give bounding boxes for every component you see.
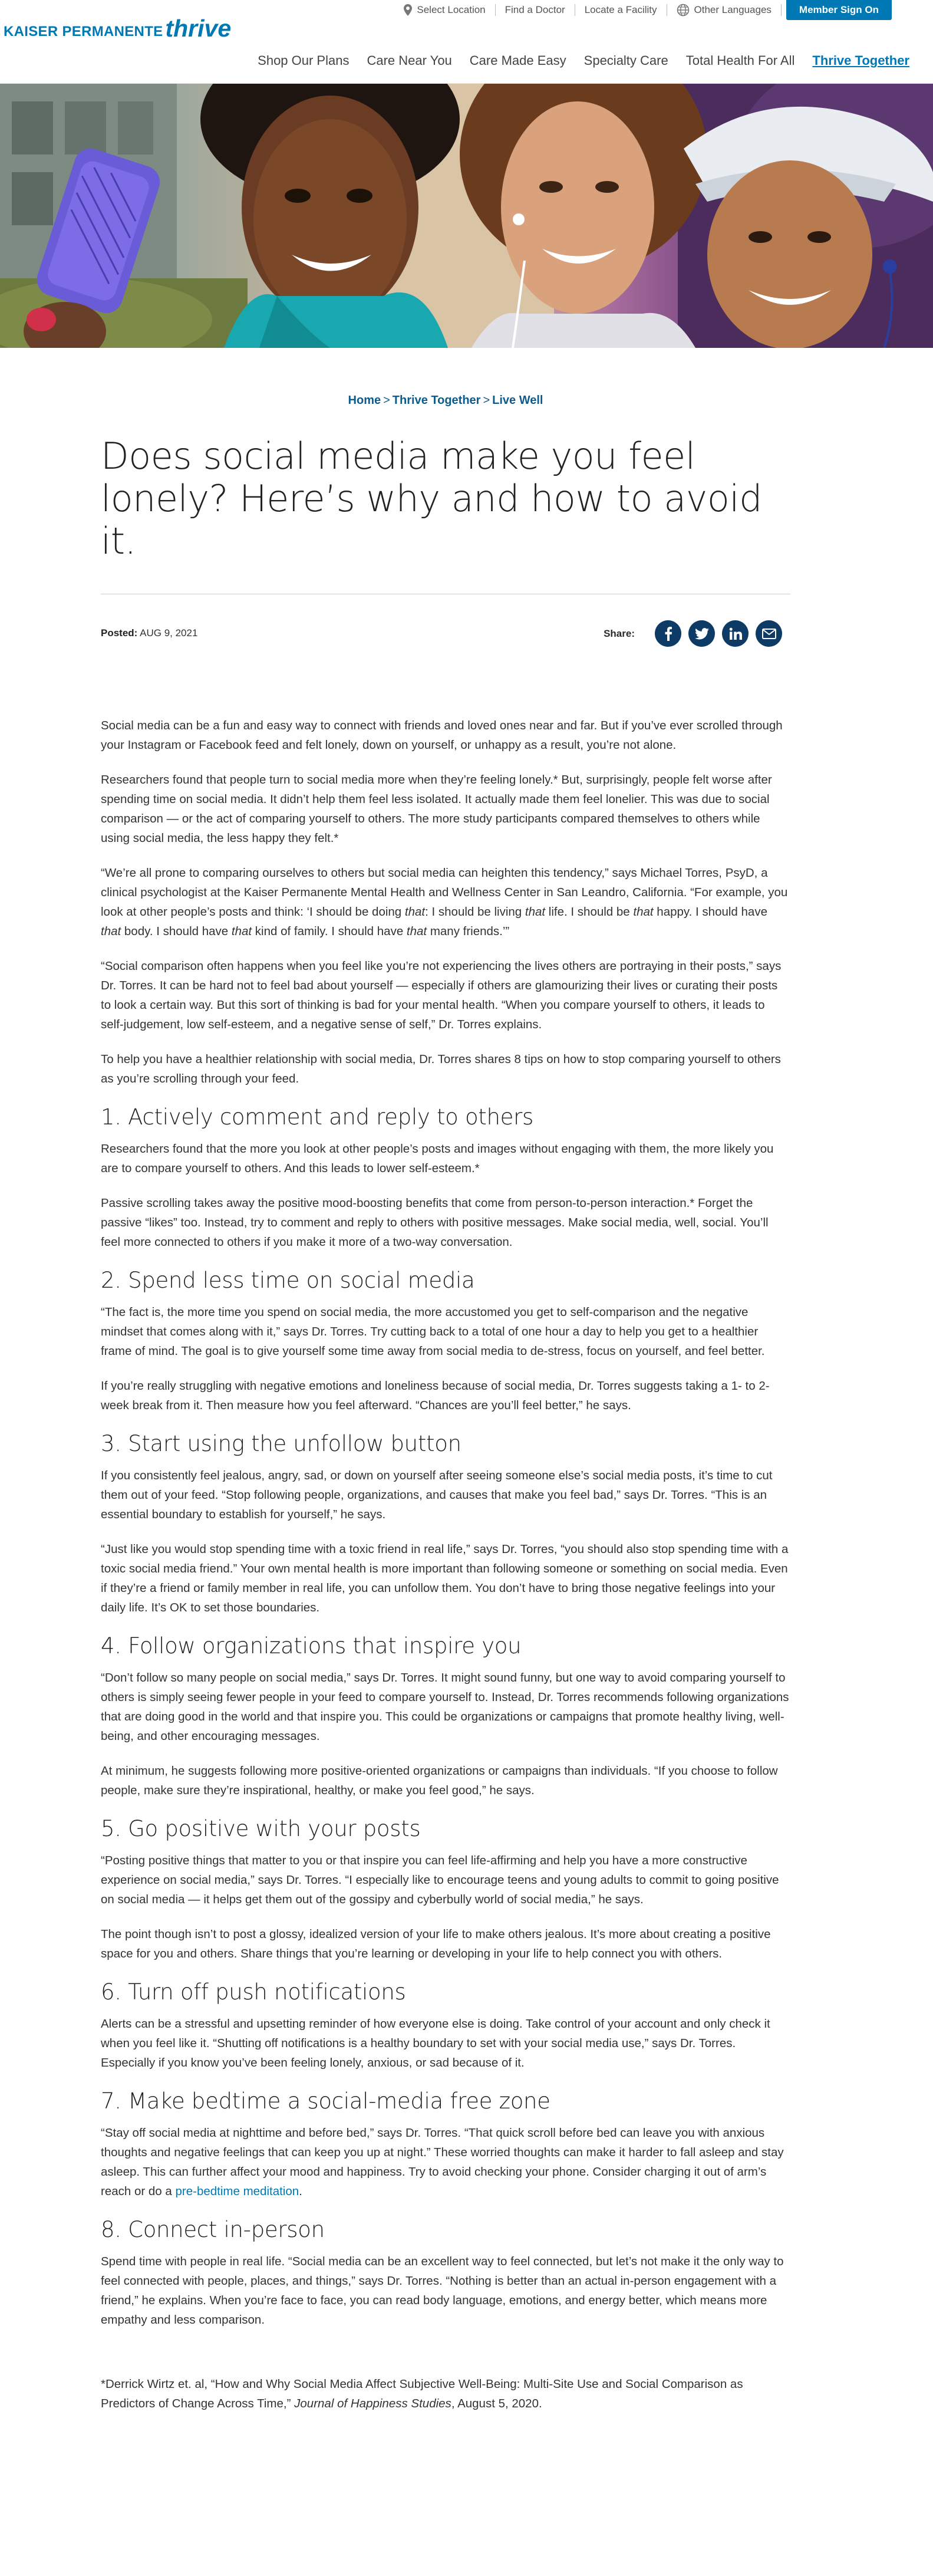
quote-paragraph: “We’re all prone to comparing ourselves to others but social media can heighten this tendency,” says Michael Torres, PsyD, a clinical psychologist at the Kaiser Permanente Mental Health and Wellness Center in San Leandro, California. “For example, you look at other people’s posts and think: ‘I should be doing that: I should be living that life. I should be that happy. I should have that body. I should have that kind of family. I should have that many friends.’” [101, 866, 788, 938]
article-meta [101, 620, 790, 650]
tip-3-heading: 3. Start using the unfollow button [101, 1431, 461, 1456]
article-body [101, 716, 790, 2413]
nav-shop-our-plans[interactable]: Shop Our Plans [258, 53, 350, 68]
utility-bar [394, 0, 892, 20]
breadcrumb-live-well[interactable]: Live Well [492, 394, 543, 407]
tip-2-heading: 2. Spend less time on social media [101, 1268, 475, 1293]
kaiser-thrive-logo[interactable] [4, 15, 232, 42]
hero-illustration [0, 84, 933, 348]
select-location-link[interactable]: Select Location [394, 4, 495, 16]
member-sign-on-button[interactable]: Member Sign On [786, 0, 892, 20]
find-doctor-link[interactable]: Find a Doctor [496, 4, 575, 16]
breadcrumb-home[interactable]: Home [348, 394, 381, 407]
tip-3-paragraph-1: If you consistently feel jealous, angry, sad, or down on yourself after seeing someone else’s social media posts, it’s time to cut them out of your feed. “Stop following people, organizations, and causes that make you feel bad,” says Dr. Torres. “This is an essential boundary to establish for yourself,” he says. [101, 1469, 773, 1521]
pre-bedtime-meditation-link[interactable]: pre-bedtime meditation [175, 2184, 299, 2198]
breadcrumb: Home > Thrive Together > Live Well [348, 394, 543, 407]
posted-date: Posted: AUG 9, 2021 [101, 627, 198, 639]
facebook-share-button[interactable] [655, 620, 681, 647]
tip-5-paragraph-1: “Posting positive things that matter to you or that inspire you can feel life-affirming and help you have a more constructive experience on social media,” says Dr. Torres. “I especially like to encourage teens and young adults to commit to going positive on social media — it helps get them out of the gossipy and cyberbully world of social media,” he says. [101, 1854, 779, 1906]
twitter-share-button[interactable] [688, 620, 715, 647]
tip-6-heading: 6. Turn off push notifications [101, 1979, 406, 2005]
tip-1-paragraph-2: Passive scrolling takes away the positive mood-boosting benefits that come from person-to-person interaction.* Forget the passive “likes” too. Instead, try to comment and reply to others with positive messages. Make social media, well, social. You’ll feel more connected to others if you make it more of a two-way conversation. [101, 1196, 769, 1249]
intro-paragraph-4: To help you have a healthier relationship with social media, Dr. Torres shares 8 tips on how to stop comparing yourself to others as you’re scrolling through your feed. [101, 1052, 781, 1085]
tip-4-heading: 4. Follow organizations that inspire you [101, 1633, 522, 1659]
logo-brand: KAISER PERMANENTE [4, 24, 163, 40]
intro-paragraph-1: Social media can be a fun and easy way to connect with friends and loved ones near and far. But if you’ve ever scrolled through your Instagram or Facebook feed and felt lonely, down on yourself, or unhappy as a result, you’re not alone. [101, 719, 783, 752]
twitter-icon [695, 628, 709, 640]
tip-3-paragraph-2: “Just like you would stop spending time with a toxic friend in real life,” says Dr. Torres, “you should also stop spending time with a toxic social media friend.” Your own mental health is more important than following someone or something on social media. Even if they’re a friend or family member in real life, you can unfollow them. You don’t have to bring those negative feelings into your daily life. It’s OK to set those boundaries. [101, 1542, 789, 1614]
tip-4-paragraph-2: At minimum, he suggests following more positive-oriented organizations or campaigns than individuals. “If you choose to follow people, make sure they’re inspirational, healthy, or make you feel good,” he says. [101, 1764, 778, 1797]
tip-7-paragraph-1: “Stay off social media at nighttime and before bed,” says Dr. Torres. “That quick scroll before bed can leave you with anxious thoughts and negative feelings that can keep you up at night.” These worried thoughts can make it harder to fall asleep and stay asleep. This can further affect your mood and happiness. Try to avoid checking your phone. Consider charging it out of arm’s reach or do a pre-bedtime meditation. [101, 2126, 784, 2198]
nav-thrive-together[interactable]: Thrive Together [812, 53, 909, 68]
tip-1-heading: 1. Actively comment and reply to others [101, 1104, 534, 1130]
site-header [0, 0, 933, 84]
nav-care-made-easy[interactable]: Care Made Easy [469, 53, 566, 68]
tip-2-paragraph-1: “The fact is, the more time you spend on social media, the more accustomed you get to self-comparison and the negative mindset that comes along with it,” says Dr. Torres. Try cutting back to a total of one hour a day to help you get to a healthier frame of mind. The goal is to give yourself some time away from social media to de-stress, focus on yourself, and feel better. [101, 1305, 765, 1358]
locate-facility-link[interactable]: Locate a Facility [575, 4, 667, 16]
tip-5-heading: 5. Go positive with your posts [101, 1816, 421, 1841]
tip-1-paragraph-1: Researchers found that the more you look at other people’s posts and images without engaging with them, the more likely you are to compare yourself to others. And this leads to lower self-esteem.* [101, 1142, 774, 1175]
tip-2-paragraph-2: If you’re really struggling with negative emotions and loneliness because of social media, Dr. Torres suggests taking a 1- to 2-week break from it. Then measure how you feel afterward. “Chances are you’ll feel better,” he says. [101, 1379, 770, 1412]
facebook-icon [664, 627, 672, 641]
email-icon [762, 629, 776, 639]
citation-footnote: *Derrick Wirtz et. al, “How and Why Social Media Affect Subjective Well-Being: Multi-Site Use and Social Comparison as Predictors of Change Across Time,” Journal of Happiness Studies, August 5, 2020. [101, 2377, 743, 2410]
nav-total-health-for-all[interactable]: Total Health For All [685, 53, 795, 68]
breadcrumb-thrive-together[interactable]: Thrive Together [392, 394, 481, 407]
other-languages-link[interactable]: Other Languages [667, 4, 782, 16]
globe-icon [677, 4, 690, 17]
intro-paragraph-2: Researchers found that people turn to social media more when they’re feeling lonely.* But, surprisingly, people felt worse after spending time on social media. It didn’t help them feel less isolated. It actually made them feel lonelier. This was due to social comparison — or the act of comparing yourself to others. The more study participants compared themselves to others while using social media, the less happy they felt.* [101, 773, 772, 845]
linkedin-icon [729, 627, 742, 640]
tip-4-paragraph-1: “Don’t follow so many people on social media,” says Dr. Torres. It might sound funny, but one way to avoid comparing yourself to others is simply seeing fewer people in your feed to compare yourself to. Instead, Dr. Torres recommends following organizations that are doing good in the world and that inspire you. This could be organizations or campaigns that promote healthy living, well-being, and other encouraging messages. [101, 1671, 789, 1743]
intro-paragraph-3: “Social comparison often happens when you feel like you’re not experiencing the lives others are portraying in their posts,” says Dr. Torres. It can be hard not to feel bad about yourself — especially if others are glamourizing their lives or curating their posts to look a certain way. But this sort of thinking is bad for your mental health. “When you compare yourself to others, it leads to self-judgement, low self-esteem, and a negative sense of self,” Dr. Torres explains. [101, 959, 782, 1031]
tip-8-paragraph-1: Spend time with people in real life. “Social media can be an excellent way to feel connected, but let’s not make it the only way to feel connected with people, places, and things,” says Dr. Torres. “Nothing is better than an actual in-person engagement with a friend,” he explains. When you’re face to face, you can read body language, emotions, and energy better, which means more empathy and less comparison. [101, 2255, 784, 2327]
hero-image [0, 84, 933, 348]
tip-6-paragraph-1: Alerts can be a stressful and upsetting reminder of how everyone else is doing. Take control of your account and only check it when you feel like it. “Shutting off notifications is a healthy boundary to set with your social media use,” says Dr. Torres. Especially if you know you’ve been feeling lonely, anxious, or sad because of it. [101, 2017, 770, 2070]
main-nav [240, 53, 909, 68]
page-title: Does social media make you feel lonely? Here’s why and how to avoid it. [101, 435, 762, 562]
location-pin-icon [404, 4, 412, 16]
tip-5-paragraph-2: The point though isn’t to post a glossy, idealized version of your life to make others jealous. It’s more about creating a positive space for you and others. Share things that you’re learning or developing in your life to help connect you with others. [101, 1927, 771, 1960]
nav-care-near-you[interactable]: Care Near You [367, 53, 452, 68]
logo-product: thrive [165, 15, 232, 42]
share-bar [604, 620, 782, 647]
tip-7-heading: 7. Make bedtime a social-media free zone [101, 2088, 550, 2114]
email-share-button[interactable] [756, 620, 782, 647]
linkedin-share-button[interactable] [722, 620, 749, 647]
nav-specialty-care[interactable]: Specialty Care [583, 53, 668, 68]
share-label: Share: [604, 627, 635, 639]
tip-8-heading: 8. Connect in-person [101, 2217, 325, 2242]
